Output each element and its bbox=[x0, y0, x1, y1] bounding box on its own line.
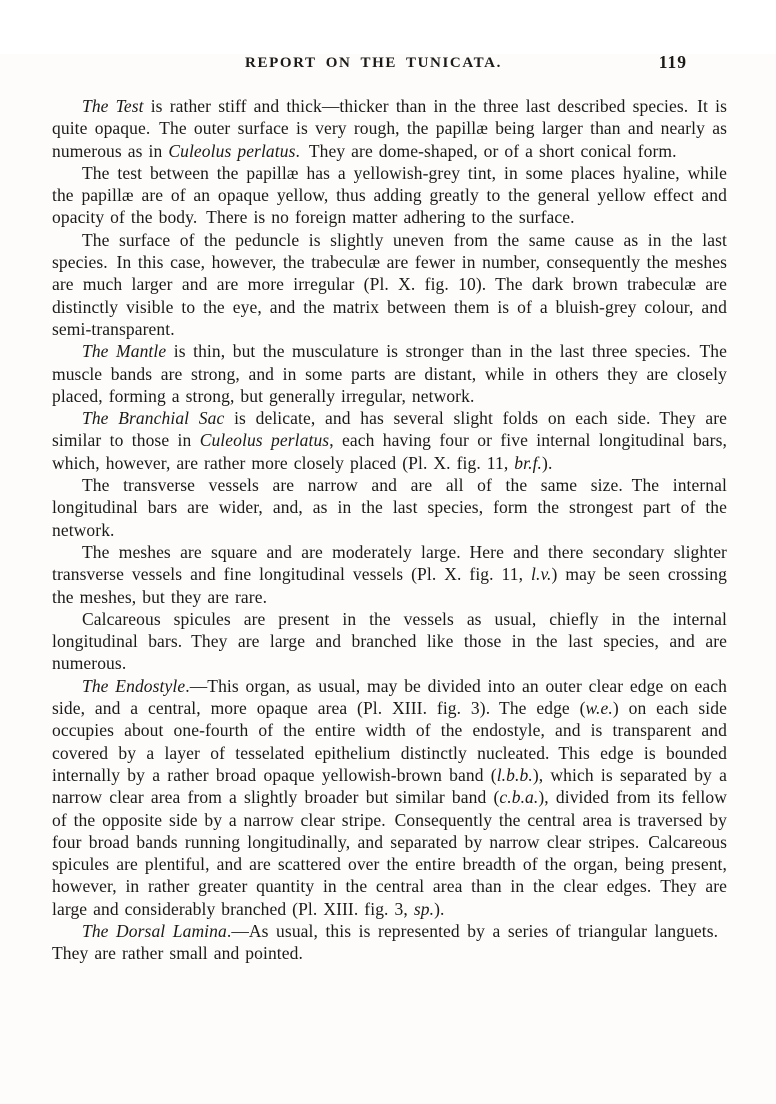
text-run: Calcareous spicules are present in the vessels as usual, chiefly in the internal longitudinal bars. They are large and branched like those in the last species, and are numerous. bbox=[52, 608, 727, 674]
text-run: The test between the papillæ has a yellowish-grey tint, in some places hyaline, while the papillæ are of an opaque yellow, thus adding greatly to the general yellow effect and opacity of the body. There is no foreign matter adhering to the surface. bbox=[52, 162, 727, 228]
italic-text-run: c.b.a. bbox=[499, 787, 539, 808]
page-number: 119 bbox=[658, 52, 687, 72]
text-run: The meshes are square and are moderately large. Here and there secondary slighter transverse vessels and fine longitudinal vessels (Pl. X. fig. 11, bbox=[52, 541, 727, 585]
running-title: REPORT ON THE TUNICATA. bbox=[245, 55, 502, 71]
text-run: ), divided from its fellow of the opposite side by a narrow clear stripe. Consequently the central area is traversed by four broad bands running longitudinally, and separated by narrow clear stripes. Calcareous spicules are plentiful, and are scattered over the entire breadth of the organ, being present, however, in rather greater quantity in the central area than in the clear edges. They are large and considerably branched (Pl. XIII. fig. 3, bbox=[52, 787, 727, 919]
text-run: ). bbox=[434, 898, 445, 919]
italic-text-run: l.b.b. bbox=[496, 764, 533, 785]
text-run: is rather stiff and thick—thicker than in the three last described species. It is quite opaque. The outer surface is very rough, the papillæ being larger than and nearly as numerous as in bbox=[52, 96, 727, 161]
paragraph bbox=[52, 920, 727, 965]
italic-text-run: The Dorsal Lamina bbox=[82, 920, 227, 941]
paragraph bbox=[52, 229, 727, 340]
text-run: , each having four or five internal longitudinal bars, which, however, are rather more closely placed (Pl. X. fig. 11, bbox=[52, 430, 727, 473]
italic-text-run: Culeolus perlatus bbox=[168, 140, 296, 161]
italic-text-run: The Mantle bbox=[82, 341, 167, 362]
italic-text-run: The Branchial Sac bbox=[82, 408, 225, 429]
text-run: .—This organ, as usual, may be divided into an outer clear edge on each side, and a central, more opaque area (Pl. XIII. fig. 3). The edge ( bbox=[52, 675, 727, 719]
paragraph bbox=[52, 541, 727, 608]
paragraph bbox=[52, 162, 727, 229]
text-run: is thin, but the musculature is stronger than in the last three species. The muscle bands are strong, and in some parts are distant, while in others they are closely placed, forming a strong, but generally irregular, network. bbox=[52, 341, 727, 406]
text-run: The transverse vessels are narrow and are all of the same size. The internal longitudinal bars are wider, and, as in the last species, form the strongest part of the network. bbox=[52, 475, 727, 540]
page-header bbox=[52, 54, 727, 74]
italic-text-run: sp. bbox=[413, 898, 435, 919]
paragraph bbox=[52, 474, 727, 541]
italic-text-run: The Endostyle bbox=[82, 675, 186, 696]
text-run: .—As usual, this is represented by a series of triangular languets. They are rather small and pointed. bbox=[52, 920, 727, 964]
italic-text-run: l.v. bbox=[531, 564, 552, 585]
paragraph bbox=[52, 608, 727, 675]
page-body bbox=[52, 95, 727, 965]
paragraph bbox=[52, 407, 727, 474]
text-run: ). bbox=[542, 452, 553, 473]
text-run: . They are dome-shaped, or of a short conical form. bbox=[295, 140, 677, 161]
text-run: ) may be seen crossing the meshes, but they are rare. bbox=[52, 564, 727, 607]
paragraph bbox=[52, 675, 727, 920]
text-run: ) on each side occupies about one-fourth of the entire width of the endostyle, and is transparent and covered by a layer of tesselated epithelium distinctly nucleated. This edge is bounded internally by a rather broad opaque yellowish-brown band ( bbox=[52, 698, 727, 785]
book-page bbox=[0, 54, 776, 1104]
text-run: The surface of the peduncle is slightly uneven from the same cause as in the last species. In this case, however, the trabeculæ are fewer in number, consequently the meshes are much larger and are more irregular (Pl. X. fig. 10). The dark brown trabeculæ are distinctly visible to the eye, and the matrix between them is of a bluish-grey colour, and semi-transparent. bbox=[52, 229, 727, 339]
text-run: is delicate, and has several slight folds on each side. They are similar to those in bbox=[52, 408, 727, 451]
italic-text-run: w.e. bbox=[585, 698, 613, 719]
italic-text-run: Culeolus perlatus bbox=[199, 430, 330, 451]
paragraph bbox=[52, 340, 727, 407]
italic-text-run: br.f. bbox=[514, 452, 543, 473]
paragraph bbox=[52, 95, 727, 162]
italic-text-run: The Test bbox=[82, 96, 144, 116]
text-run: ), which is separated by a narrow clear area from a slightly broader but similar band ( bbox=[52, 764, 727, 808]
